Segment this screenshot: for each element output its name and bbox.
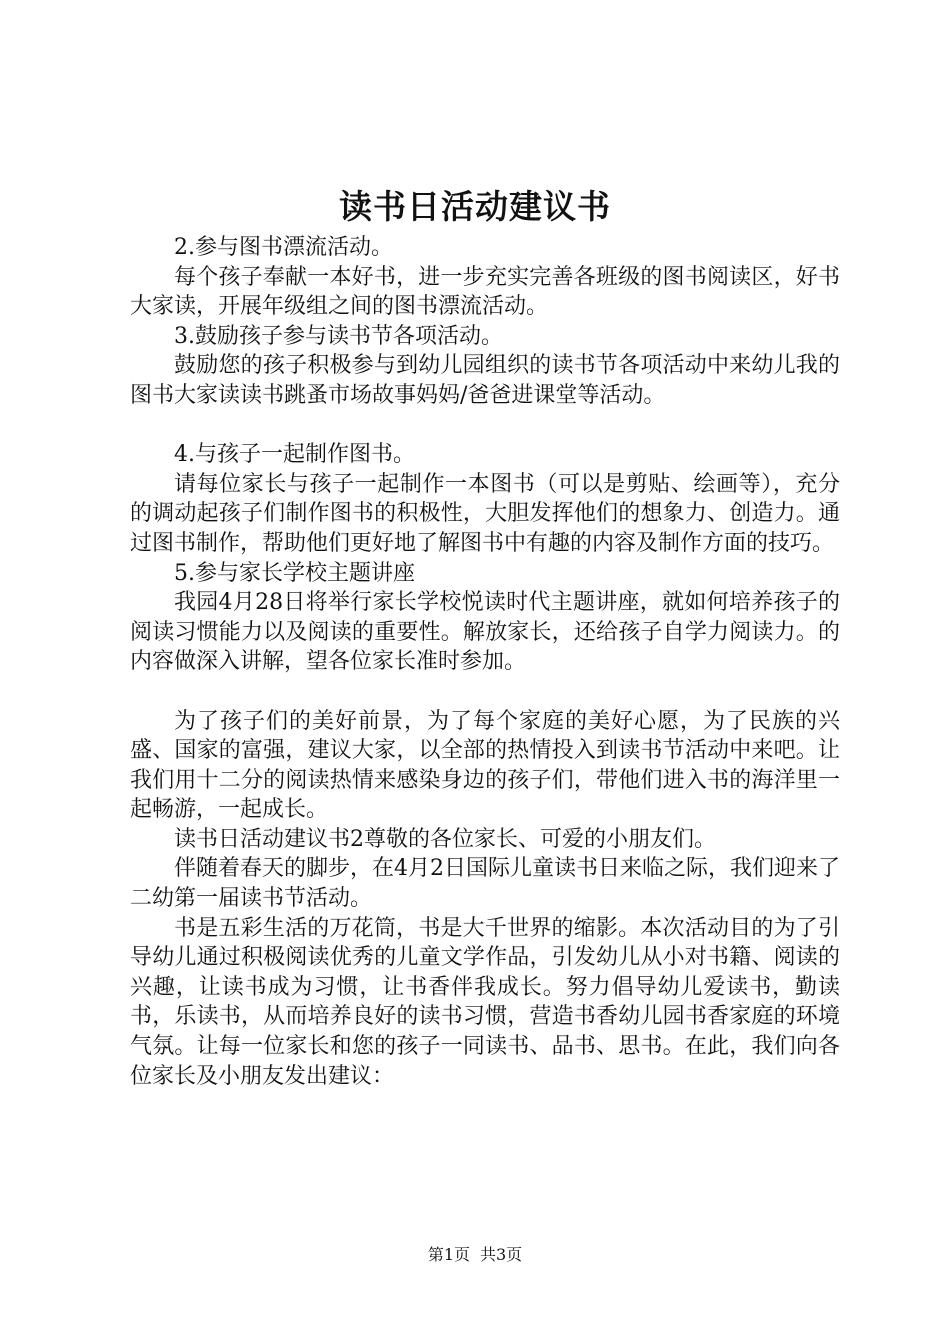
paragraph: 请每位家长与孩子一起制作一本图书（可以是剪贴、绘画等），充分的调动起孩子们制作图书的积极性，大胆发挥他们的想象力、创造力。通过图书制作，帮助他们更好地了解图书中有趣的内容及制作方面的技巧。 xyxy=(130,471,840,556)
page-total: 共3页 xyxy=(480,1245,523,1264)
document-body xyxy=(130,233,840,1091)
paragraph: 伴随着春天的脚步，在4月2日国际儿童读书日来临之际，我们迎来了二幼第一届读书节活动。 xyxy=(130,856,840,912)
paragraph: 读书日活动建议书2尊敬的各位家长、可爱的小朋友们。 xyxy=(174,826,716,852)
paragraph-heading-5: 5.参与家长学校主题讲座 xyxy=(174,560,415,586)
paragraph: 为了孩子们的美好前景，为了每个家庭的美好心愿，为了民族的兴盛、国家的富强，建议大家，以全部的热情投入到读书节活动中来吧。让我们用十二分的阅读热情来感染身边的孩子们，带他们进入书的海洋里一起畅游，一起成长。 xyxy=(130,708,840,823)
page-number: 第1页 xyxy=(427,1245,470,1264)
paragraph-heading-3: 3.鼓励孩子参与读书节各项活动。 xyxy=(174,323,503,349)
paragraph: 我园4月28日将举行家长学校悦读时代主题讲座，就如何培养孩子的阅读习惯能力以及阅读的重要性。解放家长，还给孩子自学力阅读力。的内容做深入讲解，望各位家长准时参加。 xyxy=(130,590,840,675)
paragraph: 每个孩子奉献一本好书，进一步充实完善各班级的图书阅读区，好书大家读，开展年级组之间的图书漂流活动。 xyxy=(130,264,840,320)
paragraph: 鼓励您的孩子积极参与到幼儿园组织的读书节各项活动中来幼儿我的图书大家读读书跳蚤市场故事妈妈/爸爸进课堂等活动。 xyxy=(130,353,840,408)
paragraph-heading-2: 2.参与图书漂流活动。 xyxy=(174,235,393,260)
paragraph: 书是五彩生活的万花筒，书是大千世界的缩影。本次活动目的为了引导幼儿通过积极阅读优秀的儿童文学作品，引发幼儿从小对书籍、阅读的兴趣，让读书成为习惯，让书香伴我成长。努力倡导幼儿爱读书，勤读书，乐读书，从而培养良好的读书习惯，营造书香幼儿园书香家庭的环境气氛。让每一位家长和您的孩子一同读书、品书、思书。在此，我们向各位家长及小朋友发出建议： xyxy=(130,915,840,1089)
page-footer xyxy=(0,1244,950,1266)
document-title: 读书日活动建议书 xyxy=(339,187,611,226)
paragraph-heading-4: 4.与孩子一起制作图书。 xyxy=(174,442,415,468)
